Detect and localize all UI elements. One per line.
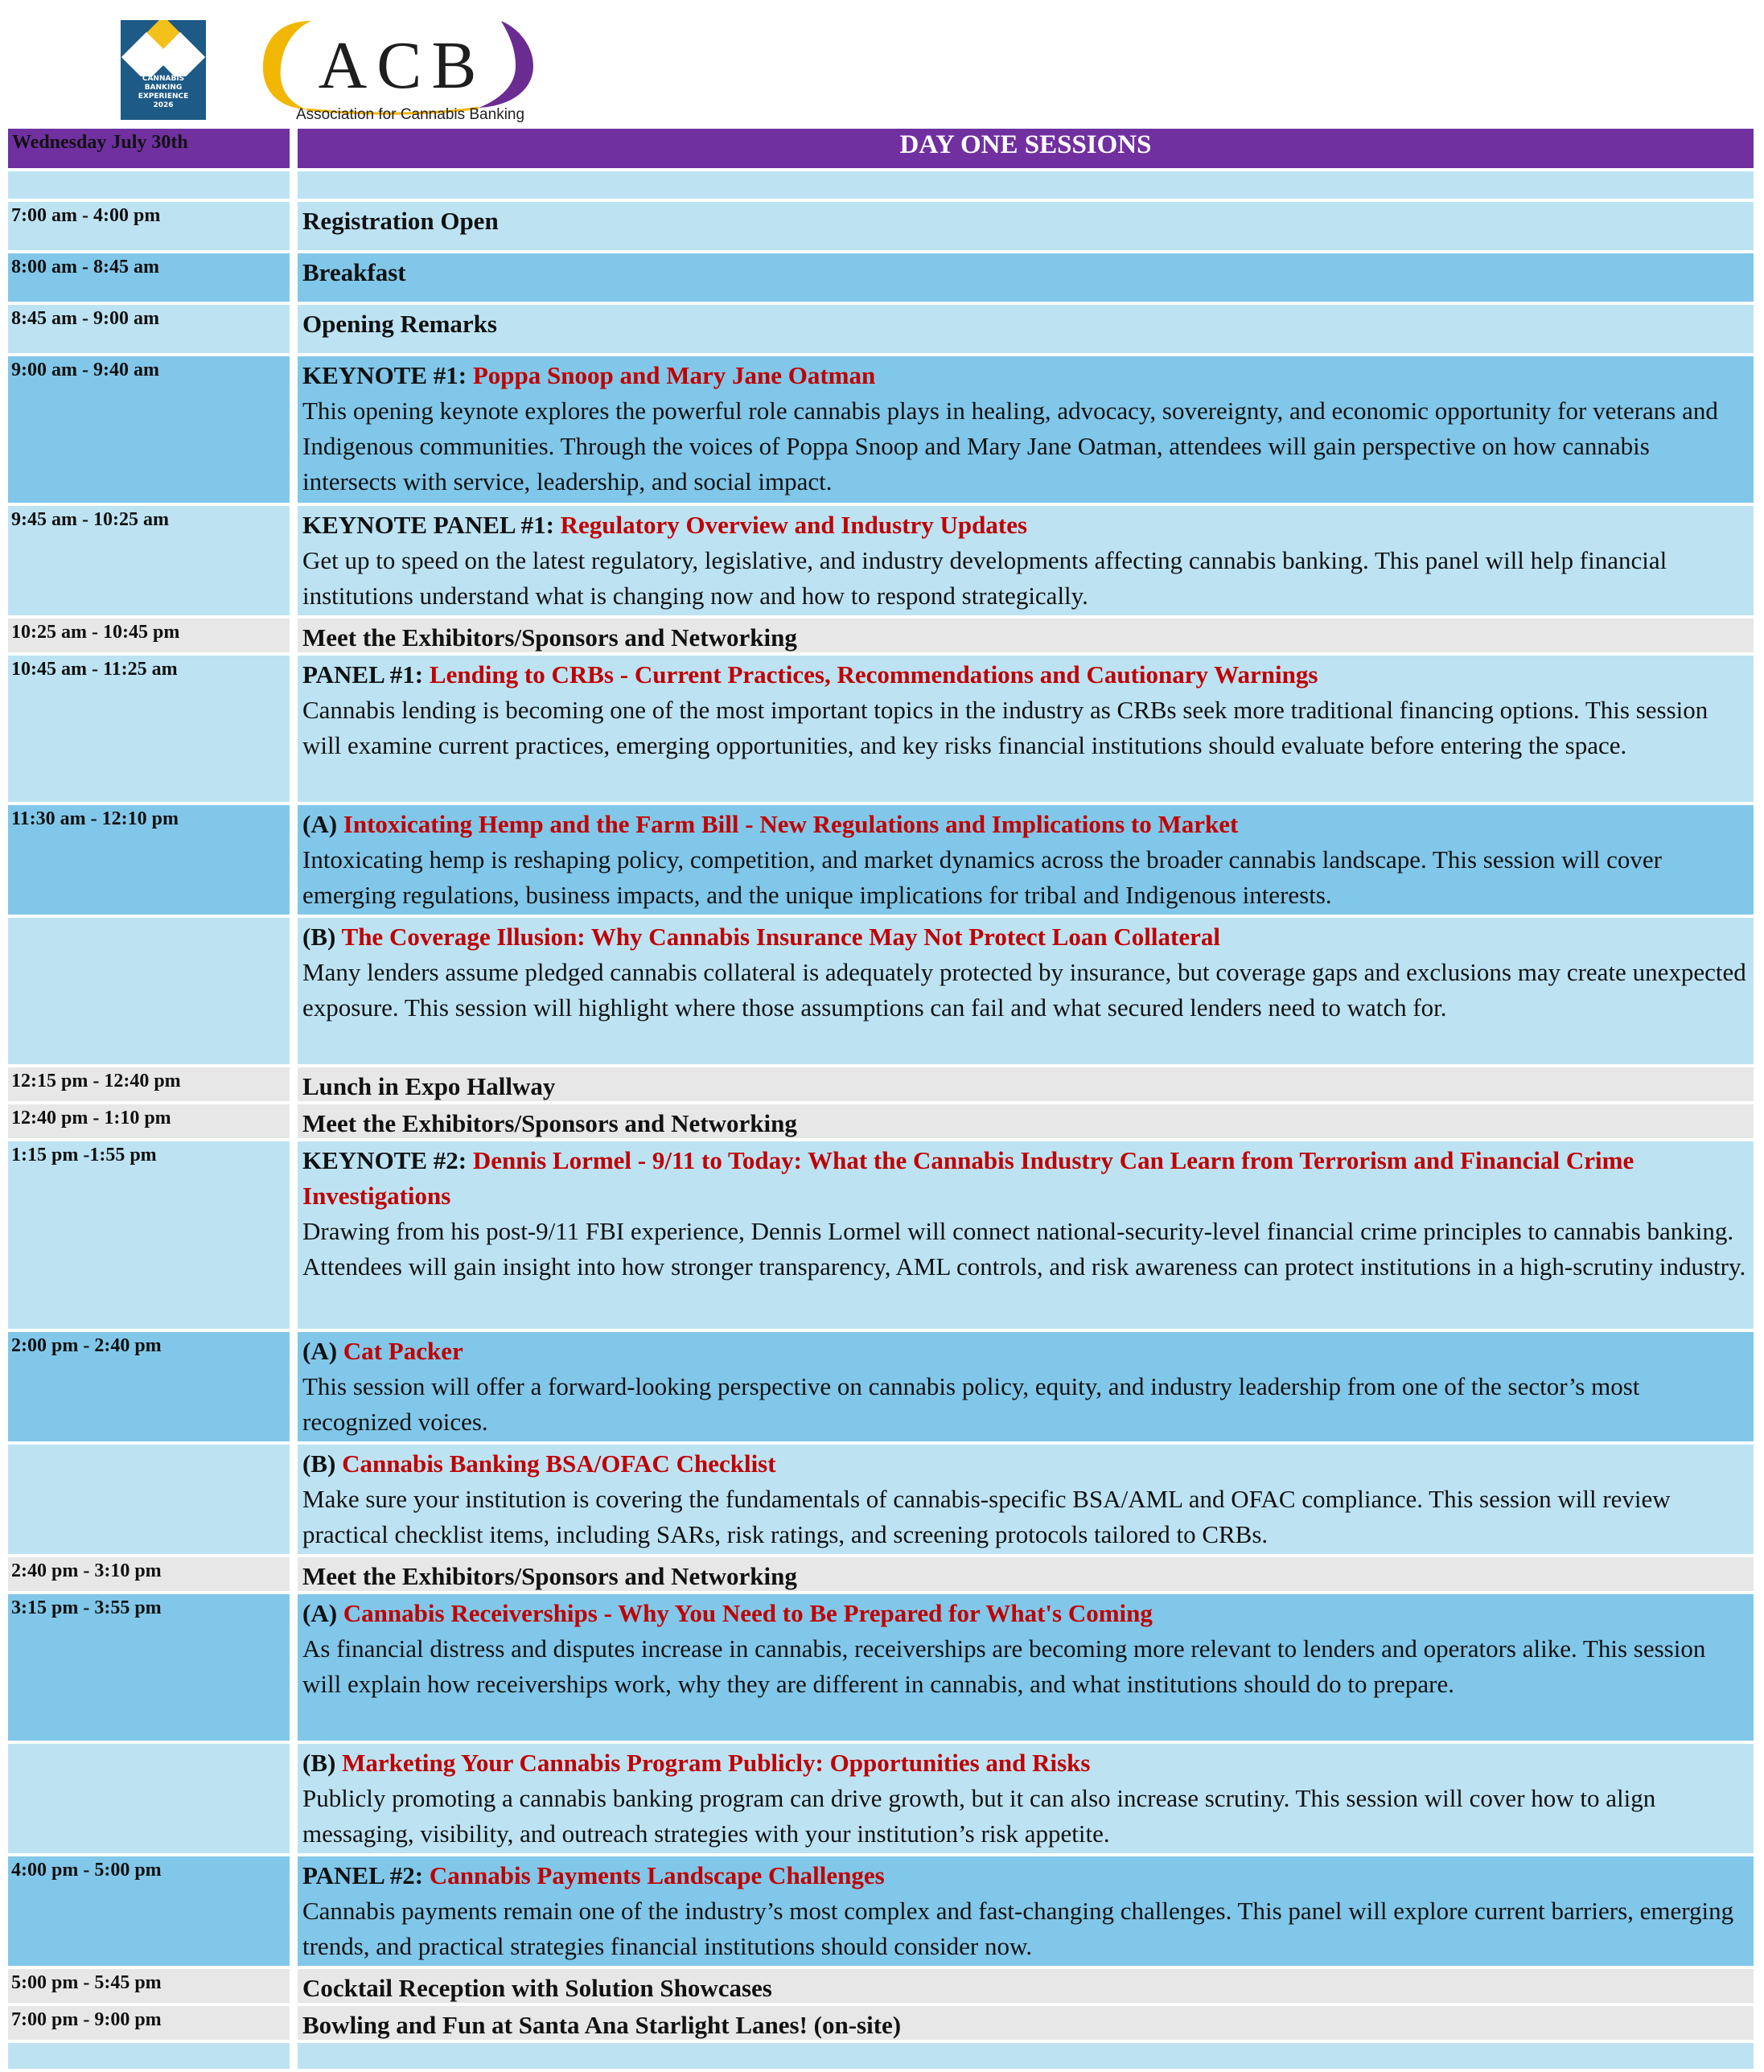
- session-cell: [298, 1445, 1754, 1557]
- session-title: Cat Packer: [343, 1337, 463, 1365]
- session-time: 11:30 am - 12:10 pm: [8, 805, 290, 918]
- session-time: 12:40 pm - 1:10 pm: [8, 1104, 290, 1141]
- session-label: (B): [302, 1449, 343, 1478]
- session-cell: [298, 805, 1754, 918]
- session-description: This session will offer a forward-looking perspective on cannabis policy, equity, and industry leadership from one of the sector’s most recognized voices.: [302, 1372, 1640, 1436]
- session-time: [8, 2043, 290, 2072]
- session-label: (A): [302, 1599, 343, 1627]
- session-cell: [298, 305, 1754, 356]
- cbe-line: BANKING: [144, 84, 183, 92]
- session-cell: [298, 356, 1754, 506]
- session-label: Meet the Exhibitors/Sponsors and Networking: [302, 1562, 797, 1590]
- session-cell: [298, 1332, 1754, 1445]
- session-title: Lending to CRBs - Current Practices, Recommendations and Cautionary Warnings: [429, 660, 1318, 689]
- session-time: 7:00 am - 4:00 pm: [8, 202, 290, 253]
- session-cell: [298, 1557, 1754, 1594]
- session-title: Cannabis Payments Landscape Challenges: [429, 1861, 885, 1889]
- session-cell: [298, 1969, 1754, 2006]
- session-cell: [298, 253, 1754, 305]
- session-cell: [298, 171, 1754, 202]
- session-label: (A): [302, 810, 343, 838]
- session-time: 9:00 am - 9:40 am: [8, 356, 290, 506]
- session-title: Poppa Snoop and Mary Jane Oatman: [472, 361, 876, 389]
- session-description: Drawing from his post-9/11 FBI experience, Dennis Lormel will connect national-security-level financial crime principles to cannabis banking. Attendees will gain insight into how stronger transparency, AML controls, and risk awareness can protect institutions in a high-scrutiny industry.: [302, 1217, 1746, 1281]
- session-description: Cannabis lending is becoming one of the most important topics in the industry as CRBs seek more traditional financing options. This session will examine current practices, emerging opportunities, and key risks financial institutions should evaluate before entering the space.: [302, 696, 1708, 759]
- cbe-logo-text: [121, 75, 206, 110]
- session-cell: [298, 1856, 1754, 1969]
- session-cell: [298, 1141, 1754, 1332]
- session-time: 12:15 pm - 12:40 pm: [8, 1067, 290, 1104]
- session-label: (A): [302, 1337, 343, 1365]
- session-label: (B): [302, 1749, 343, 1777]
- schedule-table: [8, 129, 1754, 2072]
- session-label: (B): [302, 923, 342, 951]
- session-cell: [298, 2006, 1754, 2043]
- session-label: KEYNOTE #2:: [302, 1146, 473, 1174]
- session-description: Many lenders assume pledged cannabis collateral is adequately protected by insurance, but coverage gaps and exclusions may create unexpected exposure. This session will highlight where those assumptions can fail and what secured lenders need to watch for.: [302, 958, 1746, 1022]
- session-cell: [298, 506, 1754, 619]
- session-cell: [298, 656, 1754, 805]
- session-cell: [298, 1744, 1754, 1856]
- session-label: Opening Remarks: [302, 310, 497, 338]
- session-time: 4:00 pm - 5:00 pm: [8, 1856, 290, 1969]
- session-time: 8:00 am - 8:45 am: [8, 253, 290, 305]
- session-title: Regulatory Overview and Industry Updates: [560, 511, 1028, 539]
- header-title: DAY ONE SESSIONS: [298, 129, 1754, 171]
- acb-letters: ACB: [318, 28, 487, 103]
- session-label: Lunch in Expo Hallway: [302, 1072, 556, 1100]
- session-label: Cocktail Reception with Solution Showcases: [302, 1974, 772, 2002]
- session-time: 2:00 pm - 2:40 pm: [8, 1332, 290, 1445]
- session-description: As financial distress and disputes increase in cannabis, receiverships are becoming more relevant to lenders and operators alike. This session will explain how receiverships work, why they are different in cannabis, and what institutions should do to prepare.: [302, 1634, 1706, 1698]
- header-date: Wednesday July 30th: [8, 129, 290, 171]
- session-label: Meet the Exhibitors/Sponsors and Networking: [302, 623, 797, 652]
- cbe-line: CANNABIS: [142, 75, 185, 83]
- session-time: 8:45 am - 9:00 am: [8, 305, 290, 356]
- session-description: Get up to speed on the latest regulatory, legislative, and industry developments affecting cannabis banking. This panel will help financial institutions understand what is changing now and how to respond strategically.: [302, 546, 1667, 610]
- session-time: 1:15 pm -1:55 pm: [8, 1141, 290, 1332]
- session-cell: [298, 2043, 1754, 2072]
- cbe-line: 2026: [153, 101, 174, 109]
- session-description: Make sure your institution is covering the fundamentals of cannabis-specific BSA/AML and OFAC compliance. This session will review practical checklist items, including SARs, risk ratings, and screening protocols tailored to CRBs.: [302, 1485, 1671, 1548]
- session-time: 7:00 pm - 9:00 pm: [8, 2006, 290, 2043]
- acb-subtitle: Association for Cannabis Banking: [295, 106, 525, 123]
- session-title: Dennis Lormel - 9/11 to Today: What the Cannabis Industry Can Learn from Terrorism and Financial Crime Investigations: [302, 1146, 1634, 1210]
- cbe-line: EXPERIENCE: [138, 92, 189, 101]
- session-title: Cannabis Receiverships - Why You Need to Be Prepared for What's Coming: [343, 1599, 1153, 1627]
- session-description: Intoxicating hemp is reshaping policy, competition, and market dynamics across the broader cannabis landscape. This session will cover emerging regulations, business impacts, and the unique implications for tribal and Indigenous interests.: [302, 845, 1662, 909]
- session-label: Registration Open: [302, 207, 499, 235]
- session-cell: [298, 619, 1754, 656]
- session-cell: [298, 918, 1754, 1067]
- session-description: Publicly promoting a cannabis banking program can drive growth, but it can also increase scrutiny. This session will cover how to align messaging, visibility, and outreach strategies with your institution’s risk appetite.: [302, 1784, 1656, 1848]
- session-time: 10:45 am - 11:25 am: [8, 656, 290, 805]
- cannabis-banking-experience-logo: [121, 20, 206, 120]
- session-time: [8, 171, 290, 202]
- session-time: 5:00 pm - 5:45 pm: [8, 1969, 290, 2006]
- session-time: [8, 1445, 290, 1557]
- session-time: 3:15 pm - 3:55 pm: [8, 1594, 290, 1744]
- session-title: The Coverage Illusion: Why Cannabis Insurance May Not Protect Loan Collateral: [341, 923, 1220, 951]
- session-cell: [298, 1594, 1754, 1744]
- session-cell: [298, 1067, 1754, 1104]
- session-time: [8, 918, 290, 1067]
- session-cell: [298, 202, 1754, 253]
- session-title: Cannabis Banking BSA/OFAC Checklist: [342, 1449, 776, 1478]
- session-time: [8, 1744, 290, 1856]
- session-label: Bowling and Fun at Santa Ana Starlight Lanes! (on-site): [302, 2011, 902, 2039]
- logo-bar: [0, 0, 1764, 129]
- session-label: KEYNOTE PANEL #1:: [302, 511, 561, 539]
- session-label: PANEL #1:: [302, 660, 430, 689]
- session-time: 2:40 pm - 3:10 pm: [8, 1557, 290, 1594]
- session-description: Cannabis payments remain one of the industry’s most complex and fast-changing challenges. This panel will explore current barriers, emerging trends, and practical strategies financial institutions should consider now.: [302, 1897, 1734, 1960]
- diamond-mark-icon: [121, 20, 206, 76]
- session-title: Marketing Your Cannabis Program Publicly: Opportunities and Risks: [342, 1749, 1091, 1777]
- session-cell: [298, 1104, 1754, 1141]
- session-title: Intoxicating Hemp and the Farm Bill - New Regulations and Implications to Market: [343, 810, 1239, 838]
- session-label: Meet the Exhibitors/Sponsors and Networking: [302, 1109, 797, 1137]
- session-label: KEYNOTE #1:: [302, 361, 473, 389]
- session-label: PANEL #2:: [302, 1861, 430, 1889]
- session-description: This opening keynote explores the powerful role cannabis plays in healing, advocacy, sovereignty, and economic opportunity for veterans and Indigenous communities. Through the voices of Poppa Snoop and Mary Jane Oatman, attendees will gain perspective on how cannabis intersects with service, leadership, and social impact.: [302, 397, 1718, 495]
- session-time: 9:45 am - 10:25 am: [8, 506, 290, 619]
- acb-logo: [261, 18, 539, 126]
- session-label: Breakfast: [302, 258, 406, 286]
- session-time: 10:25 am - 10:45 pm: [8, 619, 290, 656]
